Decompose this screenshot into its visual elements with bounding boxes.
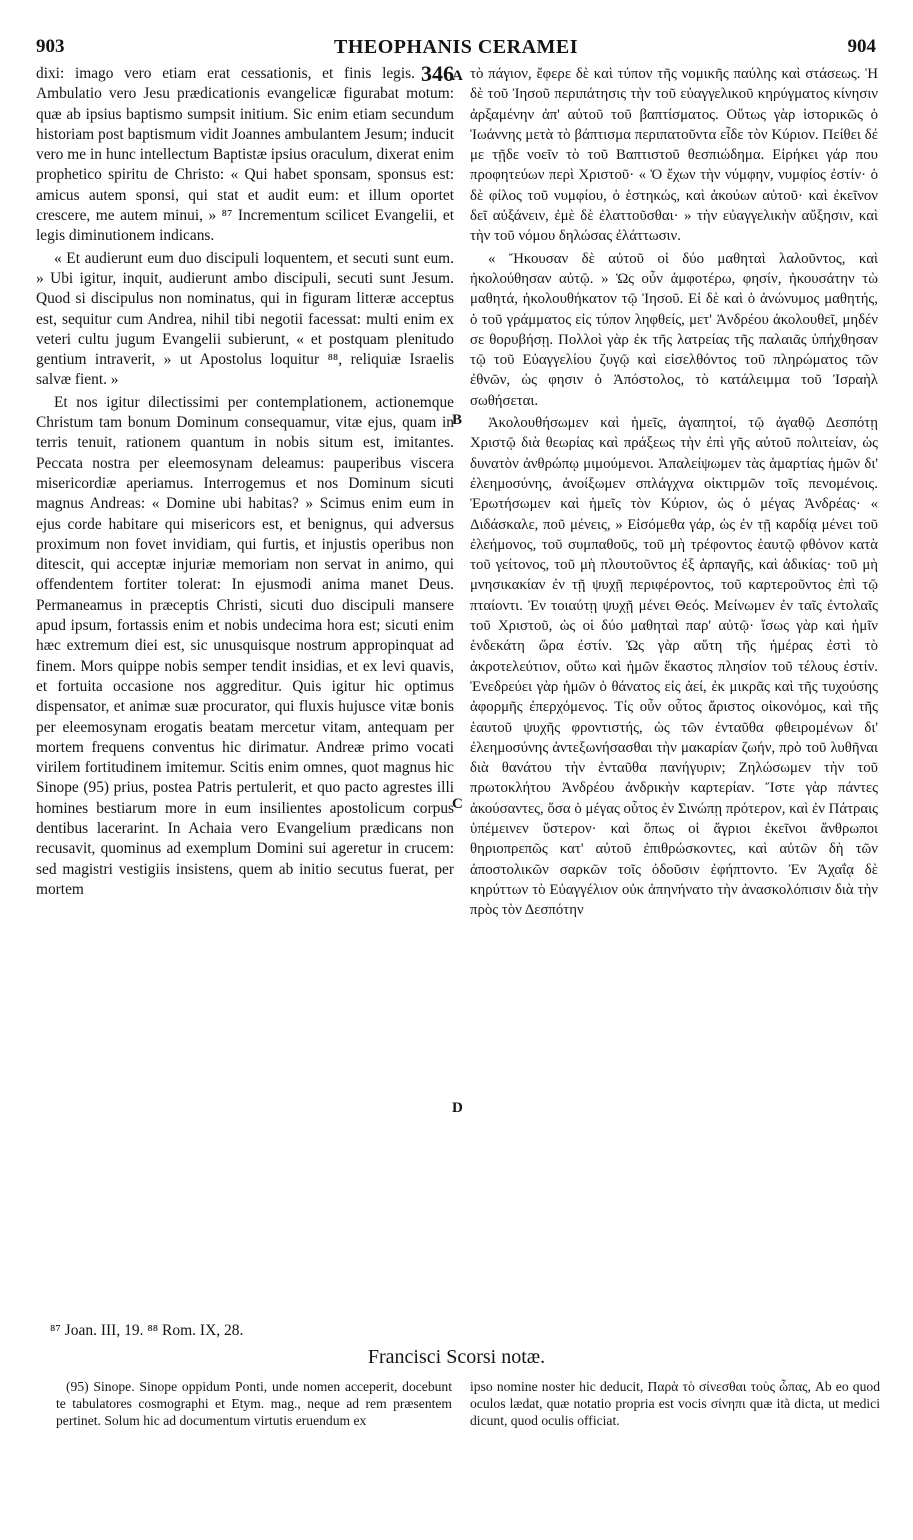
greek-column	[470, 64, 878, 920]
latin-paragraph-1-text: dixi: imago vero etiam erat cessationis, et finis legis. Ambulatio vero Jesu prædicationis evangelicæ figurabat motum: quæ ab ipsius baptismo sumpsit initium. Sic enim etiam secundum historiam post baptismum vidit Joannes ambulantem Jesum; inducit vero me in hunc intellectum Baptistæ ipsius oraculum, dixerat enim prophetico spiritu de Christo: « Qui habet sponsam, sponsus est: amicus autem sponsi, qui stat et audit eum: et illum oportet crescere, me autem minui, » ⁸⁷ Incrementum scilicet Evangelii, et legis diminutionem indicans.	[36, 65, 454, 245]
footnote-references: ⁸⁷ Joan. III, 19. ⁸⁸ Rom. IX, 28.	[50, 1322, 244, 1339]
note-95-text: (95) Sinope. Sinope oppidum Ponti, unde nomen acceperit, docebunt te tabulatores cosmographi et Etym. mag., neque ad rem præsentem pertinet. Solum hic ad documentum virtutis eruendum ex	[56, 1379, 452, 1428]
page-number-right: 904	[847, 36, 876, 57]
margin-marker-c: C	[452, 796, 463, 812]
margin-marker-d: D	[452, 1100, 463, 1116]
greek-paragraph-1: τὸ πάγιον, ἔφερε δὲ καὶ τύπον τῆς νομικῆς παύλης καὶ στάσεως. Ἡ δὲ τοῦ Ἰησοῦ περιπάτησις τὴν τοῦ εὐαγγελικοῦ κηρύγματος κίνησιν ἀρξαμένην ἀπ' αὐτοῦ τοῦ βαπτίσματος. Οὕτως γὰρ ἱστορικῶς ὁ Ἰωάννης μετὰ τὸ βάπτισμα περιπατοῦντα εἶδε τὸν Κύριον. Πείθει δέ με τῇδε νοεῖν τὸ τοῦ Βαπτιστοῦ θεσπιώδημα. Εἰρήκει γάρ που προφητεύων περὶ Χριστοῦ· « Ὁ ἔχων τὴν νύμφην, νυμφίος ἐστίν· ὁ δὲ φίλος τοῦ νυμφίου, ὁ ἑστηκώς, καὶ ἀκούων αὐτοῦ· καὶ ἐκεῖνον δεῖ αὐξάνειν, ἐμὲ δὲ ἐλαττοῦσθαι· » τὴν εὐαγγελικὴν αὔξησιν, καὶ τὴν τοῦ νόμου δηλώσας ἐλάττωσιν.	[470, 66, 878, 245]
running-header	[36, 36, 876, 62]
greek-paragraph-3: Ἀκολουθήσωμεν καὶ ἡμεῖς, ἀγαπητοί, τῷ ἀγαθῷ Δεσπότῃ Χριστῷ διὰ θεωρίας καὶ πράξεως τὴν ἐπὶ γῆς αὐτοῦ πολιτείαν, ὡς δυνατὸν ἀνθρώπῳ μιμούμενοι. Ἀπαλείψωμεν τὰς ἁμαρτίας ἡμῶν δι' ἐλεημοσύνης, ἀνοίξωμεν σπλάγχνα οἰκτιρμῶν τοῖς πενομένοις. Ἐρωτήσωμεν καὶ ἡμεῖς τὸν Κύριον, ὡς ὁ μέγας Ἀνδρέας· « Διδάσκαλε, ποῦ μένεις, » Εἰσόμεθα γάρ, ὡς ἐν τῇ καρδίᾳ μένει τοῦ ἐλεήμονος, τοῦ συμπαθοῦς, τοῦ μὴ τρέφοντος ἑαυτῷ φθόνον κατὰ τοῦ γείτονος, τοῦ μὴ πλουτοῦντος ἐξ ἁρπαγῆς, καὶ ἀδικίας· τοῦ μὴ μνησικακίαν ἐν τῇ ψυχῇ περιφέροντος, τοῦ καρτεροῦντος ἐπὶ τῷ πταίοντι. Ἐν τοιαύτῃ ψυχῇ μένει Θεός. Μείνωμεν ἐν ταῖς ἐντολαῖς τοῦ Χριστοῦ, ὡς οἱ δύο μαθηταὶ παρ' αὐτῷ· ἴσως γὰρ καὶ ἡμῖν ἑνδεκάτη ὥρα ἐστίν. Ὡς γὰρ αὕτη τῆς ἡμέρας ἐστὶ τὸ ἀκροτελεύτιον, οὕτω καὶ ἡμῶν ἕκαστος πλησίον τοῦ τέλους ἐστίν. Ἐνεδρεύει γὰρ ἡμῶν ὁ θάνατος εἰς ἀεί, ἐκ μικρᾶς καὶ τῆς τυχούσης ἀφορμῆς ἐπερχόμενος. Τίς οὖν οὗτος ἄριστος οἰκονόμος, καὶ τῆς ἑαυτοῦ ψυχῆς φροντιστής, ὡς τῶν ἐνταῦθα φθειρομένων δι' ἐλεημοσύνης ἀντεξωνήσασθαι τὴν μακαρίαν ζωήν, πρὸ τοῦ λυθῆναι διὰ θανάτου τὴν ἐνταῦθα πανήγυριν; Ζηλώσωμεν τὴν τοῦ πρωτοκλήτου Ἀνδρέου ἀνδρικὴν καρτερίαν. Ἴστε γὰρ πάντες ἀκούσαντες, ὅσα ὁ μέγας οὗτος ἐν Σινώπῃ πρότερον, καὶ ἐν Πάτραις ὑπέμεινεν ὕστερον· καὶ ὅπως οἱ ἄγριοι ἐκεῖνοι ἄνθρωποι θηριοπρεπῶς κατ' αὐτοῦ ἐπιθρώσκοντες, καὶ αὐτῶν δὴ τῶν ἀποστολικῶν σαρκῶν τοῖς ὀδοῦσιν ἐφήπτοντο. Ἐν Ἀχαΐᾳ δὲ κηρύττων τὸ Εὐαγγέλιον οὐκ ἀπηνήνατο τὴν ἀνασκολόπισιν διὰ τὴν πρὸς τὸν Δεσπότην	[470, 415, 878, 919]
latin-paragraph-2: « Et audierunt eum duo discipuli loquentem, et secuti sunt eum. » Ubi igitur, inquit, audierunt ambo discipuli, secuti sunt Jesum. Quod si discipulus non nominatus, qui in figuram litteræ acceptus est, sequitur cum Andrea, nihil tibi negotii facessat: multi enim ex veteri cultu jugum Evangelii subierunt, « et postquam plenitudo gentium intraverit, » ut Apostolus loquitur ⁸⁸, reliquiæ Israelis salvæ fient. »	[36, 249, 454, 389]
notes-right-column	[470, 1378, 880, 1429]
latin-paragraph-1	[36, 61, 454, 247]
margin-marker-b: B	[452, 412, 463, 428]
notes-title: Francisci Scorsi notæ.	[367, 1346, 546, 1368]
page-number-left: 903	[36, 36, 65, 57]
margin-marker-a: A	[452, 68, 463, 84]
column-number: 346	[421, 61, 454, 86]
latin-paragraph-3: Et nos igitur dilectissimi per contemplationem, actionemque Christum tam bonum Dominum consequamur, vitæ ejus, quam in terris tenuit, rationem quantum in nobis situm est, imitantes. Peccata nostra per eleemosynam deleamus: pauperibus viscera misericordiæ aperiamus. Interrogemus et nos Dominum sicuti magnus Andreas: « Domine ubi habitas? » Scimus enim eum in ejus corde habitare qui misericors est, et benignus, qui adversus proximum non fovet invidiam, qui furtis, et injustis operibus non ditescit, qui acceptæ injuriæ memoriam non servat in animo, qui offendentem fortiter tolerat: In ejusmodi anima manet Deus. Permaneamus in præceptis Christi, sicuti duo discipuli mansere apud ipsum, fortassis enim et nobis undecima hora est; sicuti enim hæc extremum diei est, sic unusquisque nostrum appropinquat ad finem. Mors quippe nobis semper tendit insidias, et ex levi quavis, et fortuita occasione nos aggreditur. Quis igitur hic optimus dispensator, et animæ suæ procurator, qui fluxis hujusce vitæ bonis per eleemosynam erogatis beatam mercetur vitam, antequam per mortem frequens conventus hic dirimatur. Andreæ primo vocati virilem fortitudinem imitemur. Scitis enim omnes, quot magnus hic Sinope (95) prius, postea Patris pertulerit, et quo pacto agrestes illi homines bestiarum more in eum insilientes apostolicum corpus dentibus lacerarint. In Achaia vero Evangelium prædicans non recusavit, quominus ad exemplum Domini sui ageretur in crucem: sed magistri vestigiis insistens, quem ab initio secutus fuerat, per mortem	[36, 393, 454, 898]
running-title: THEOPHANIS CERAMEI	[333, 36, 579, 58]
note-95-continuation: ipso nomine noster hic deducit, Παρὰ τὸ σίνεσθαι τοὺς ὦπας, Ab eo quod oculos lædat, quæ notatio propria est vocis σίνηπι quæ ità dicta, ut medici dicunt, quod oculis officiat.	[470, 1379, 880, 1428]
greek-paragraph-2: « Ἤκουσαν δὲ αὐτοῦ οἱ δύο μαθηταὶ λαλοῦντος, καὶ ἠκολούθησαν αὐτῷ. » Ὡς οὖν ἀμφοτέρω, φησίν, ἠκουσάτην τὼ μαθητά, ἠκολουθήκατον τῷ Ἰησοῦ. Εἰ δὲ καὶ ὁ ἀνώνυμος μαθητής, ὁ τοῦ γράμματος εἰς τύπον ληφθείς, μετ' Ἀνδρέου ἀκολουθεῖ, μηδέν σε θορυβήσῃ. Πολλοὶ γὰρ ἐκ τῆς λατρείας τῆς παλαιᾶς ὑπήχθησαν τῷ τοῦ Εὐαγγελίου ζυγῷ καὶ εἰσελθόντος τοῦ πληρώματος τῶν ἐθνῶν, ὡς φησιν ὁ Ἀπόστολος, τὸ κατάλειμμα τοῦ Ἰσραὴλ σωθήσεται.	[470, 250, 878, 409]
notes-left-column	[56, 1378, 452, 1429]
latin-column	[36, 61, 454, 900]
